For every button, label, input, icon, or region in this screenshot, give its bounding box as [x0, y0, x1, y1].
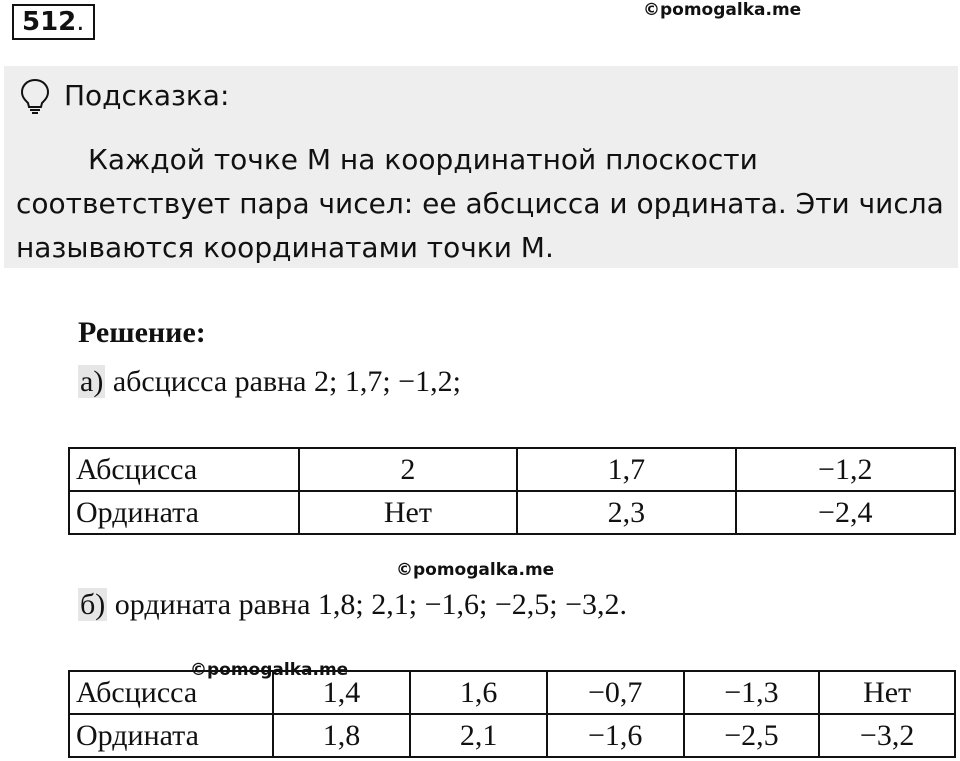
part-a-letter: а) [80, 365, 104, 398]
table-a-head-abscissa: Абсцисса [69, 448, 299, 491]
part-b-letter: б) [80, 588, 106, 621]
table-row [69, 448, 955, 491]
task-number-box [12, 4, 95, 40]
task-number-dot: . [76, 7, 85, 37]
table-cell: −0,7 [547, 671, 684, 714]
table-cell: Нет [819, 671, 955, 714]
hint-text-line1: Каждой точке М на координатной плоскости [88, 143, 758, 176]
task-number: 512 [22, 7, 77, 37]
part-a-line [78, 361, 461, 403]
table-cell: 2,3 [517, 491, 735, 534]
table-b [68, 670, 956, 758]
watermark-top: ©pomogalka.me [643, 0, 802, 20]
watermark-middle: ©pomogalka.me [396, 560, 555, 580]
table-b-head-ordinate: Ордината [69, 714, 273, 757]
hint-text [16, 138, 946, 270]
table-a-head-ordinate: Ордината [69, 491, 299, 534]
table-cell: 1,7 [517, 448, 735, 491]
table-cell: 1,6 [410, 671, 547, 714]
table-cell: 2 [299, 448, 517, 491]
table-cell: −1,2 [736, 448, 955, 491]
table-a [68, 447, 956, 535]
part-b-text: ордината равна 1,8; 2,1; −1,6; −2,5; −3,2. [114, 588, 628, 621]
table-cell: 2,1 [410, 714, 547, 757]
table-cell: −1,3 [684, 671, 820, 714]
table-cell: −2,5 [684, 714, 820, 757]
hint-text-rest: соответствует пара чисел: ее абсцисса и ордината. Эти числа называются координатами точки М. [16, 187, 944, 264]
hint-box [4, 66, 958, 268]
table-cell: 1,8 [273, 714, 411, 757]
hint-title: Подсказка: [64, 79, 230, 112]
hint-header [20, 78, 229, 114]
part-a-text: абсцисса равна 2; 1,7; −1,2; [112, 365, 461, 398]
table-b-head-abscissa: Абсцисса [69, 671, 273, 714]
lightbulb-icon [20, 78, 50, 114]
table-cell: −1,6 [547, 714, 684, 757]
watermark-bottom: ©pomogalka.me [190, 660, 349, 680]
table-cell: Нет [299, 491, 517, 534]
table-cell: −2,4 [736, 491, 955, 534]
table-cell: 1,4 [273, 671, 411, 714]
table-row [69, 491, 955, 534]
solution-title: Решение: [78, 316, 206, 349]
table-row [69, 714, 955, 757]
part-b-line [78, 584, 627, 626]
table-cell: −3,2 [819, 714, 955, 757]
